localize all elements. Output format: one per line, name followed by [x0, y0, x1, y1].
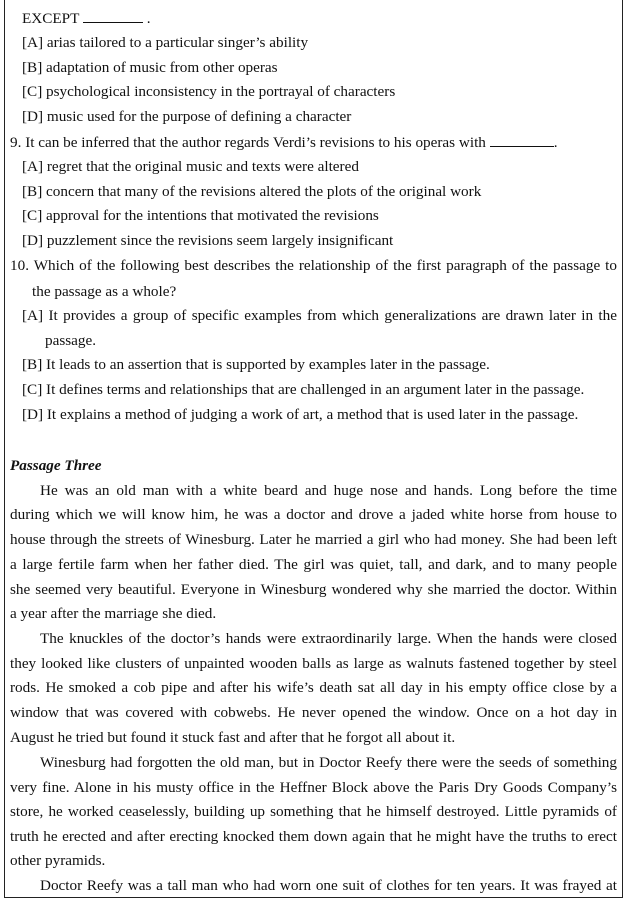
passage-line-5: she seemed very beautiful. Everyone in Winesburg wondered why she married the doctor. Within — [10, 581, 617, 598]
q8-option-d: [D] music used for the purpose of defining a character — [22, 108, 352, 125]
q9-answer-blank — [490, 132, 554, 147]
passage-line-6: a year after the marriage she died. — [10, 605, 217, 622]
q9-stem: 9. It can be inferred that the author regards Verdi’s revisions to his operas with — [10, 134, 486, 151]
q8-option-c: [C] psychological inconsistency in the portrayal of characters — [22, 83, 396, 100]
passage-line-7: The knuckles of the doctor’s hands were extraordinarily large. When the hands were closed — [40, 630, 617, 647]
q10-option-a: [A] It provides a group of specific examples from which generalizations are drawn later in the — [22, 307, 617, 324]
q9-option-c: [C] approval for the intentions that motivated the revisions — [22, 207, 379, 224]
q8-option-b: [B] adaptation of music from other operas — [22, 59, 278, 76]
passage-title: Passage Three — [10, 457, 102, 474]
q10-stem-line-1: 10. Which of the following best describes the relationship of the first paragraph of the passage to — [10, 257, 617, 274]
passage-line-10: window that was covered with cobwebs. He never opened the window. Once on a hot day in — [10, 704, 617, 721]
q8-stem: EXCEPT — [22, 10, 80, 27]
q10-stem-line-2: the passage as a whole? — [32, 283, 177, 300]
q10-option-a-cont: passage. — [45, 332, 97, 349]
q8-option-a: [A] arias tailored to a particular singer’s ability — [22, 34, 309, 51]
passage-line-11: August he tried but found it stuck fast and after that he forgot all about it. — [10, 729, 456, 746]
passage-line-13: very fine. Alone in his musty office in the Heffner Block above the Paris Dry Goods Company’s — [10, 779, 617, 796]
passage-line-3: house through the streets of Winesburg. Later he married a girl who had money. She had been left — [10, 531, 617, 548]
passage-line-8: they looked like clusters of unpainted wooden balls as large as walnuts fastened together by steel — [10, 655, 617, 672]
q9-stem-line — [10, 132, 557, 153]
passage-line-1: He was an old man with a white beard and huge nose and hands. Long before the time — [40, 482, 617, 499]
q8-stem-line — [22, 8, 151, 29]
passage-line-15: truth he erected and after erecting knocked them down again that he might have the truths to erect — [10, 828, 617, 845]
q9-option-b: [B] concern that many of the revisions altered the plots of the original work — [22, 183, 482, 200]
passage-line-12: Winesburg had forgotten the old man, but in Doctor Reefy there were the seeds of something — [40, 754, 617, 771]
passage-line-4: a large fertile farm when her father died. The girl was quiet, tall, and dark, and to many people — [10, 556, 617, 573]
q9-end: . — [553, 134, 558, 151]
q10-option-b: [B] It leads to an assertion that is supported by examples later in the passage. — [22, 356, 490, 373]
q9-option-a: [A] regret that the original music and texts were altered — [22, 158, 359, 175]
q10-option-c: [C] It defines terms and relationships that are challenged in an argument later in the passage. — [22, 381, 585, 398]
q8-answer-blank — [83, 8, 143, 23]
passage-line-14: store, he worked ceaselessly, building up something that he himself destroyed. Little pyramids of — [10, 803, 617, 820]
q9-option-d: [D] puzzlement since the revisions seem largely insignificant — [22, 232, 394, 249]
q10-option-d: [D] It explains a method of judging a work of art, a method that is used later in the passage. — [22, 406, 579, 423]
passage-line-2: during which we will know him, he was a doctor and drove a jaded white horse from house to — [10, 506, 617, 523]
passage-line-17: Doctor Reefy was a tall man who had worn one suit of clothes for ten years. It was frayed at — [40, 877, 617, 894]
q8-end: . — [146, 10, 151, 27]
passage-line-16: other pyramids. — [10, 852, 106, 869]
passage-line-9: rods. He smoked a cob pipe and after his wife’s death sat all day in his empty office close by a — [10, 679, 617, 696]
